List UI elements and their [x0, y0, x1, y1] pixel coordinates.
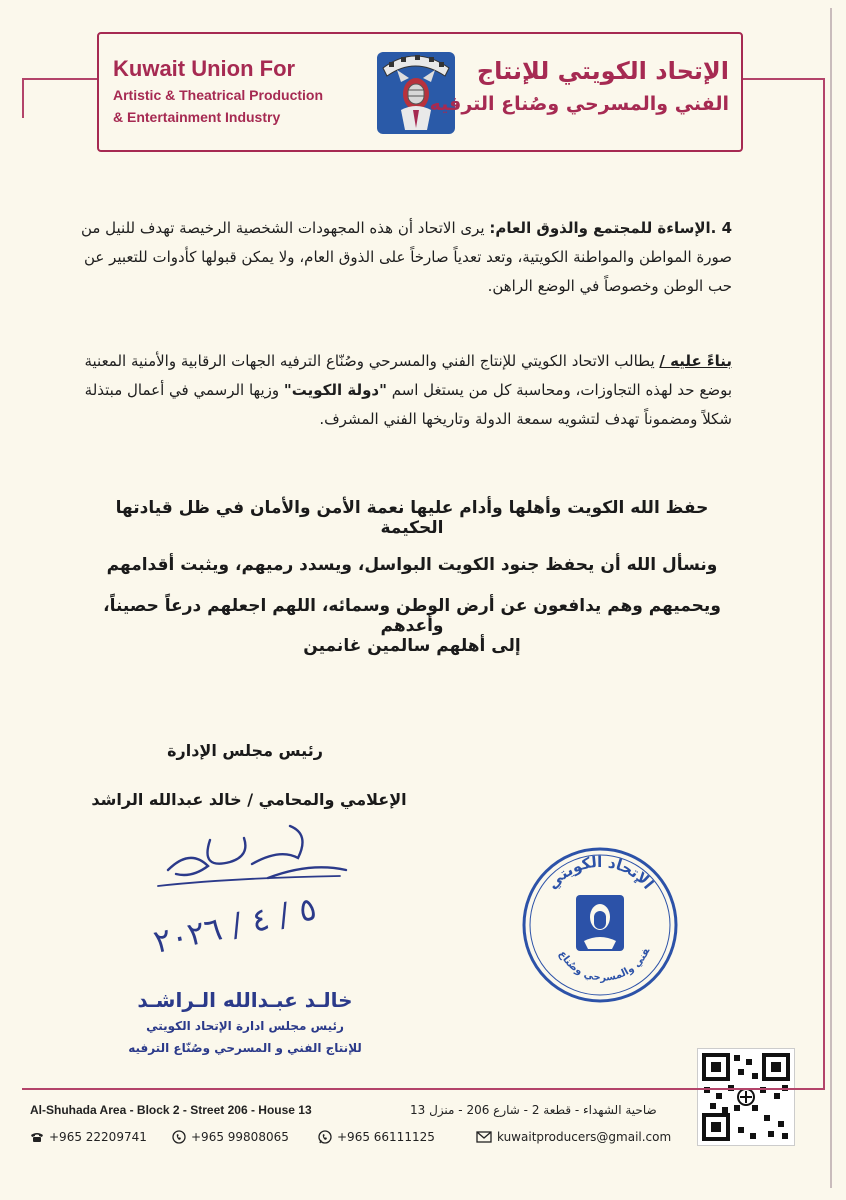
conclusion-text-1: يطالب الاتحاد الكويتي للإنتاج الفني والمسرحي وصُنّاع الترفيه الجهات الرقابية والأمنية المعنية بوضع حد لهذه التجاوزات، ومحاسبة كل من يستغل اسم [84, 352, 732, 399]
prayer-line-4: إلى أهلهم سالمين غانمين [303, 636, 521, 656]
paragraph-conclusion [64, 347, 732, 434]
stamp-role-2: للإنتاج الفني و المسرحي وصُنّاع الترفيه [128, 1041, 362, 1055]
point-4-title: 4 .الإساءة للمجتمع والذوق العام: [489, 219, 732, 237]
footer-address-en: Al-Shuhada Area - Block 2 - Street 206 - House 13 [30, 1103, 312, 1117]
letterhead-en-line1: Kuwait Union For [113, 56, 296, 81]
letterhead-ar-line1: الإتحاد الكويتي للإنتاج [476, 57, 729, 85]
footer-email-text: kuwaitproducers@gmail.com [497, 1130, 672, 1144]
qr-code-icon [697, 1048, 795, 1146]
prayer-line-3: ويحميهم وهم يدافعون عن أرض الوطن وسمائه، اللهم اجعلهم درعاً حصيناً، وأعدهم [103, 596, 721, 636]
prayer-line-2: ونسأل الله أن يحفظ جنود الكويت البواسل، ويسدد رميهم، ويثبت أقدامهم [106, 555, 718, 575]
svg-text:الإتحاد الكويتي: الإتحاد الكويتي [543, 852, 658, 893]
telephone-icon [30, 1130, 44, 1144]
footer-email[interactable] [476, 1130, 671, 1144]
svg-text:للإنتاج الفني والمسرحي وصُناع: فني والمسرحي وصُناع [556, 946, 653, 984]
point-4-text: يرى الاتحاد أن هذه المجهودات الشخصية الرخيصة تهدف للنيل من صورة المواطن والمواطنة الكويتية، وتعد تعدياً صارخاً على الذوق العام، ولا يمكن قبولها كأدوات للتعبير عن حب الوطن وخصوصاً في الوضع الراهن. [80, 219, 732, 295]
handwritten-signature [140, 818, 360, 968]
prayer-line-1: حفظ الله الكويت وأهلها وأدام عليها نعمة الأمن والأمان في ظل قيادتها الحكيمة [115, 498, 709, 538]
footer-mobile-text: +965 99808065 [191, 1130, 289, 1144]
handwritten-date: ٥ / ٤ / ٢٠٢٦ [150, 889, 320, 961]
footer-mobile[interactable] [172, 1130, 289, 1144]
conclusion-text-2: وزيها الرسمي في أعمال مبتذلة شكلاً ومضموناً تهدف لتشويه سمعة الدولة وتاريخها الفني المشرف. [84, 381, 732, 428]
letterhead-en-line2: Artistic & Theatrical Production [113, 87, 324, 103]
letterhead [97, 32, 743, 152]
conclusion-title: بناءً عليه / [659, 352, 732, 370]
right-border [823, 78, 825, 1088]
signature-title: رئيس مجلس الإدارة [167, 741, 323, 760]
footer-address-ar: ضاحية الشهداء - قطعة 2 - شارع 206 - منزل 13 [410, 1103, 657, 1117]
letterhead-english [113, 56, 373, 128]
paragraph-point-4 [64, 214, 732, 301]
footer-phone-text: +965 22209741 [49, 1130, 147, 1144]
phone-icon [172, 1130, 186, 1144]
stamp-name: خالـد عبـدالله الـراشـد [137, 988, 353, 1012]
top-rule-left [22, 78, 98, 80]
letterhead-ar-line2: الفني والمسرحي وصُناع الترفيه [429, 93, 729, 115]
whatsapp-icon [318, 1130, 332, 1144]
stamp-role-1: رئيس مجلس ادارة الإتحاد الكويتي [146, 1019, 344, 1033]
signature-stamp-block [110, 985, 380, 1059]
official-seal [520, 845, 680, 1005]
footer-whatsapp-text: +965 66111125 [337, 1130, 435, 1144]
signature-name-line: الإعلامي والمحامي / خالد عبدالله الراشد [91, 790, 407, 809]
bottom-rule [22, 1088, 825, 1090]
top-rule-right [739, 78, 825, 80]
letterhead-en-line3: & Entertainment Industry [113, 109, 281, 125]
footer-phone[interactable] [30, 1130, 147, 1144]
letterhead-arabic [429, 54, 729, 120]
left-border-top [22, 78, 24, 118]
footer-whatsapp[interactable] [318, 1130, 435, 1144]
email-icon [476, 1130, 492, 1144]
conclusion-quote: "دولة الكويت" [283, 381, 387, 399]
